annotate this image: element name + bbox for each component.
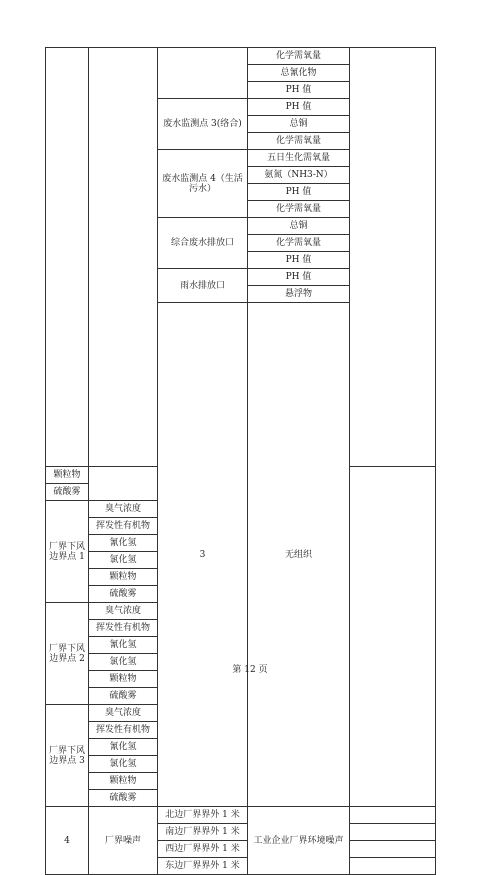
point-cell: 厂界下风边界点 3 [46, 705, 89, 807]
item-cell: 挥发性有机物 [89, 620, 158, 637]
point-cell: 综合废水排放口 [158, 218, 248, 269]
note-cell-empty [350, 841, 436, 858]
point-cell: 废水监测点 4（生活污水） [158, 150, 248, 218]
cell-type-empty [89, 48, 158, 467]
item-cell: PH 值 [248, 184, 350, 201]
cell-point-empty [158, 48, 248, 99]
item-cell: 颗粒物 [89, 569, 158, 586]
item-cell: 氯化氢 [89, 756, 158, 773]
item-cell: 氰化氢 [89, 739, 158, 756]
point-cell: 雨水排放口 [158, 269, 248, 303]
item-cell: 化学需氧量 [248, 201, 350, 218]
note-cell-empty [350, 824, 436, 841]
item-cell: 硫酸雾 [46, 484, 89, 501]
item-cell: 臭气浓度 [89, 705, 158, 722]
item-cell: 颗粒物 [46, 467, 89, 484]
point-cell: 废水监测点 3(络合) [158, 99, 248, 150]
item-cell: 化学需氧量 [248, 48, 350, 65]
point-cell: 东边厂界界外 1 米 [158, 858, 248, 875]
monitoring-table [45, 47, 436, 875]
item-cell: 化学需氧量 [248, 133, 350, 150]
item-cell: 总铜 [248, 116, 350, 133]
item-cell: 五日生化需氧量 [248, 150, 350, 167]
item-cell: 臭气浓度 [89, 603, 158, 620]
item-cell: 硫酸雾 [89, 586, 158, 603]
page-number: 第 12 页 [232, 665, 268, 675]
item-cell: 挥发性有机物 [89, 518, 158, 535]
item-cell: 氨氮（NH3-N） [248, 167, 350, 184]
item-cell: 氰化氢 [89, 637, 158, 654]
item-cell: 工业企业厂界环境噪声 [248, 807, 350, 875]
cell-note-empty [350, 48, 436, 467]
item-cell: 臭气浓度 [89, 501, 158, 518]
item-cell: PH 值 [248, 82, 350, 99]
item-cell: 氰化氢 [89, 535, 158, 552]
item-cell: 化学需氧量 [248, 235, 350, 252]
section-type: 厂界噪声 [89, 807, 158, 875]
item-cell: PH 值 [248, 252, 350, 269]
table-row [46, 48, 436, 65]
item-cell: 悬浮物 [248, 286, 350, 303]
item-cell: PH 值 [248, 99, 350, 116]
note-cell-empty [350, 858, 436, 875]
item-cell: 氯化氢 [89, 552, 158, 569]
point-cell: 厂界下风边界点 2 [46, 603, 89, 705]
item-cell: 氯化氢 [89, 654, 158, 671]
section-number: 3 [158, 303, 248, 807]
table-row [46, 807, 436, 824]
section-type: 无组织 [248, 303, 350, 807]
item-cell: 硫酸雾 [89, 688, 158, 705]
section-number: 4 [46, 807, 89, 875]
item-cell: 总铜 [248, 218, 350, 235]
item-cell: 颗粒物 [89, 671, 158, 688]
point-cell: 西边厂界界外 1 米 [158, 841, 248, 858]
note-cell-empty [350, 807, 436, 824]
item-cell: 颗粒物 [89, 773, 158, 790]
item-cell: PH 值 [248, 269, 350, 286]
item-cell: 挥发性有机物 [89, 722, 158, 739]
item-cell: 总氰化物 [248, 65, 350, 82]
cell-no-empty [46, 48, 89, 467]
point-cell: 厂界下风边界点 1 [46, 501, 89, 603]
item-cell: 硫酸雾 [89, 790, 158, 807]
point-cell: 南边厂界界外 1 米 [158, 824, 248, 841]
point-cell: 北边厂界界外 1 米 [158, 807, 248, 824]
